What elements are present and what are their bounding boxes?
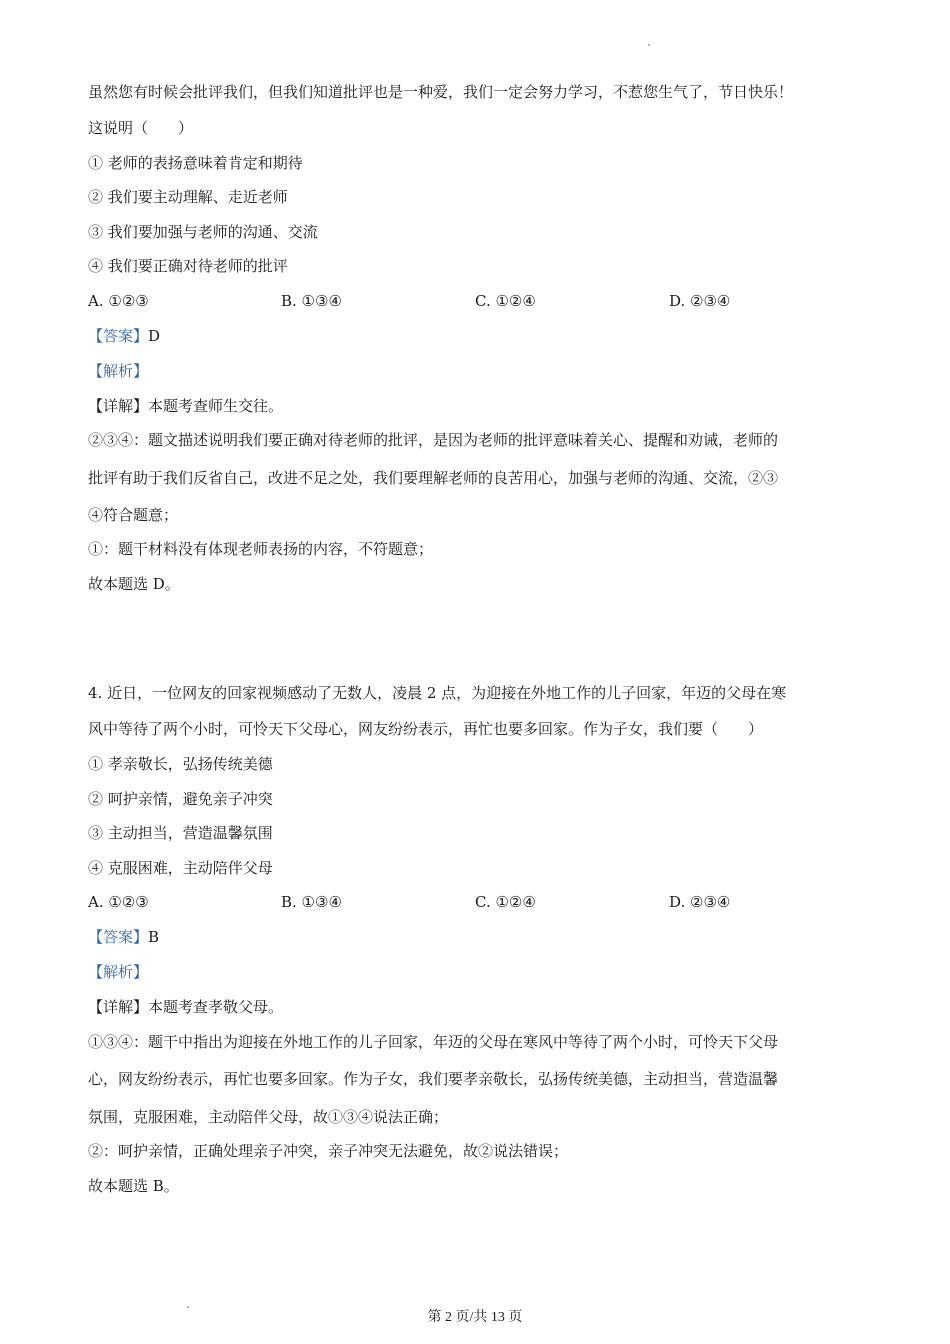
q4-answer-value: B [148, 928, 160, 946]
q4-expl-1: ①③④：题干中指出为迎接在外地工作的儿子回家，年迈的父母在寒风中等待了两个小时，可怜天下父母 [88, 1033, 779, 1051]
q4-expl-5: 故本题选 B。 [88, 1177, 179, 1195]
q4-item-3: ③ 主动担当，营造温馨氛围 [88, 824, 273, 842]
q3-answer-label: 【答案】 [88, 327, 149, 345]
q4-option-d: D. ②③④ [669, 893, 731, 911]
q3-detail-intro: 本题考查师生交往。 [148, 397, 284, 415]
q3-option-d: D. ②③④ [669, 292, 731, 310]
q4-option-b: B. ①③④ [281, 893, 342, 911]
q4-answer-label: 【答案】 [88, 928, 149, 946]
q3-item-4: ④ 我们要正确对待老师的批评 [88, 257, 288, 275]
page-footer: 第 2 页/共 13 页 [427, 1310, 523, 1325]
q3-option-a: A. ①②③ [88, 292, 149, 310]
q4-expl-2: 心，网友纷纷表示，再忙也要多回家。作为子女，我们要孝亲敬长，弘扬传统美德，主动担当，营造温馨 [88, 1070, 779, 1088]
q4-item-4: ④ 克服困难，主动陪伴父母 [88, 859, 273, 877]
q3-expl-1: ②③④：题文描述说明我们要正确对待老师的批评，是因为老师的批评意味着关心、提醒和劝诫，老师的 [88, 431, 779, 449]
q4-detail-intro: 本题考查孝敬父母。 [148, 998, 284, 1016]
q4-option-c: C. ①②④ [475, 893, 536, 911]
q3-option-b: B. ①③④ [281, 292, 342, 310]
speck-top [648, 44, 650, 46]
q3-analysis-label: 【解析】 [88, 362, 149, 380]
q3-item-2: ② 我们要主动理解、走近老师 [88, 188, 288, 206]
q4-detail-label: 【详解】 [88, 998, 149, 1016]
q3-answer [88, 326, 160, 346]
q4-item-1: ① 孝亲敬长，弘扬传统美德 [88, 755, 273, 773]
q4-expl-4: ②：呵护亲情，正确处理亲子冲突，亲子冲突无法避免，故②说法错误； [88, 1142, 569, 1160]
q3-answer-value: D [148, 327, 161, 345]
q4-item-2: ② 呵护亲情，避免亲子冲突 [88, 790, 273, 808]
q4-stem-1: 4. 近日，一位网友的回家视频感动了无数人，凌晨 2 点，为迎接在外地工作的儿子回家，年迈的父母在寒 [88, 684, 787, 702]
q3-prompt: 这说明（ ） [88, 119, 194, 137]
q4-expl-3: 氛围，克服困难，主动陪伴父母，故①③④说法正确； [88, 1108, 449, 1126]
q4-stem-2: 风中等待了两个小时，可怜天下父母心，网友纷纷表示，再忙也要多回家。作为子女，我们要（ ） [88, 720, 764, 738]
q4-answer [88, 927, 159, 947]
q4-analysis-label: 【解析】 [88, 963, 149, 981]
q3-detail [88, 396, 283, 416]
q3-expl-5: 故本题选 D。 [88, 575, 180, 593]
q4-option-a: A. ①②③ [88, 893, 149, 911]
q3-expl-2: 批评有助于我们反省自己，改进不足之处，我们要理解老师的良苦用心，加强与老师的沟通、交流，②③ [88, 469, 779, 487]
q3-expl-4: ①：题干材料没有体现老师表扬的内容，不符题意； [88, 540, 434, 558]
q3-item-3: ③ 我们要加强与老师的沟通、交流 [88, 223, 318, 241]
q3-option-c: C. ①②④ [475, 292, 536, 310]
q3-detail-label: 【详解】 [88, 397, 149, 415]
q3-stem-end: 虽然您有时候会批评我们，但我们知道批评也是一种爱，我们一定会努力学习，不惹您生气了，节日快乐！ [88, 83, 794, 101]
q3-item-1: ① 老师的表扬意味着肯定和期待 [88, 154, 303, 172]
q4-detail [88, 997, 283, 1017]
q3-expl-3: ④符合题意； [88, 506, 179, 524]
